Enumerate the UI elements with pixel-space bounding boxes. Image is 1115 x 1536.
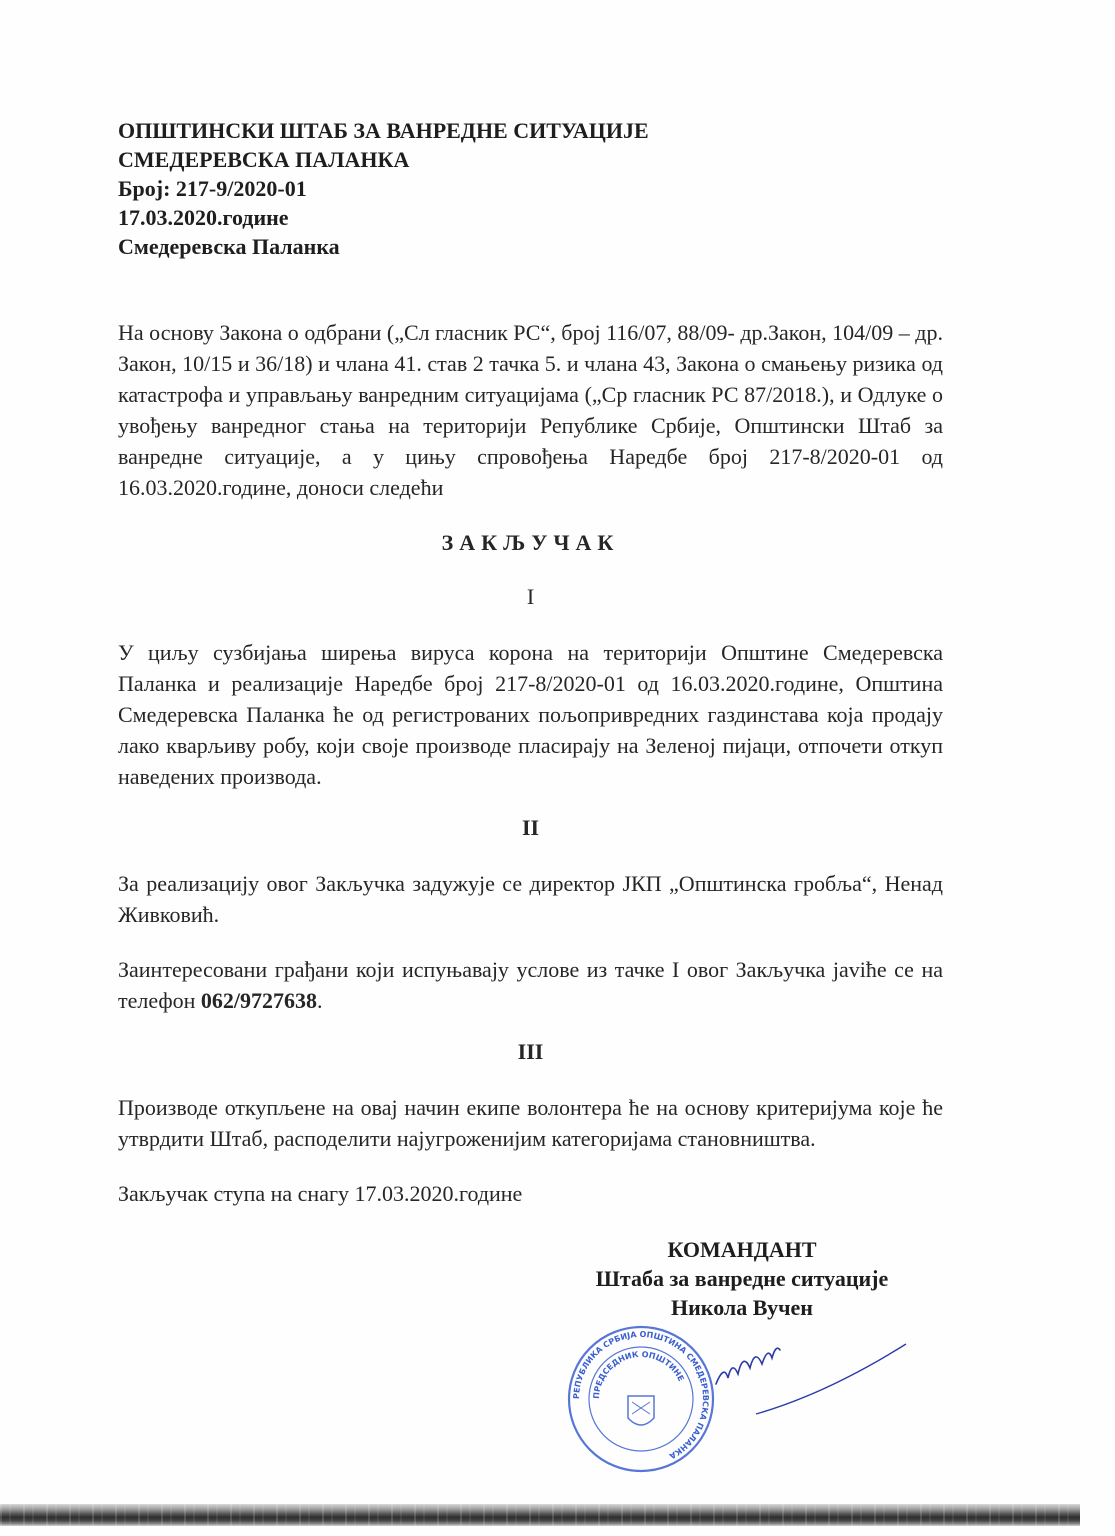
document-header bbox=[118, 116, 943, 261]
header-municipality: СМЕДЕРЕВСКА ПАЛАНКА bbox=[118, 147, 410, 172]
header-date: 17.03.2020.године bbox=[118, 205, 289, 230]
intro-paragraph: На основу Закона о одбрани („Сл гласник РС“, број 116/07, 88/09- др.Закон, 104/09 – др. Закон, 10/15 и 36/18) и члана 41. став 2 тачка 5. и члана 43, Закона о смањењу ризика од катастрофа и управљању ванредним ситуацијама („Ср гласник РС 87/2018.), и Одлуке о увођењу ванредног стања на територији Републике Србије, Општински Штаб за ванредне ситуације, а у цињу спровођења Наредбе број 217-8/2020-01 од 16.03.2020.године, доноси следећи bbox=[118, 320, 943, 500]
contact-text: Заинтересовани грађани који испуњавају услове из тачке I овог Закључка javiће се на телефон bbox=[118, 957, 943, 1013]
section-1-paragraph: У циљу сузбијања ширења вируса корона на територији Општине Смедеревска Паланка и реализације Наредбе број 217-8/2020-01 од 16.03.2020.године, Општина Смедеревска Паланка ће од регистрованих пољопривредних газдинстава која продају лако кварљиву робу, који своје производе пласирају на Зеленој пијаци, отпочети откуп наведених производа. bbox=[118, 640, 943, 789]
stamp-inner-textpath: ПРЕДСЕДНИК ОПШТИНЕ bbox=[591, 1349, 686, 1400]
handwritten-signature bbox=[596, 1324, 926, 1474]
section-numeral-3: III bbox=[517, 1039, 544, 1064]
signature-name: Никола Вучен bbox=[671, 1295, 813, 1320]
header-number: Број: 217-9/2020-01 bbox=[118, 176, 307, 201]
contact-phone: 062/9727638 bbox=[200, 988, 318, 1013]
section-2-contact-paragraph bbox=[118, 954, 943, 1016]
header-place: Смедеревска Паланка bbox=[118, 234, 340, 259]
stamp-and-signature bbox=[566, 1324, 926, 1474]
contact-end: . bbox=[317, 988, 323, 1013]
section-numeral-2: II bbox=[521, 815, 540, 840]
header-organization: ОПШТИНСКИ ШТАБ ЗА ВАНРЕДНЕ СИТУАЦИЈЕ bbox=[118, 118, 649, 143]
scan-edge-artifact bbox=[0, 1504, 1080, 1526]
section-numeral-1: I bbox=[526, 584, 535, 609]
conclusion-title: ЗАКЉУЧАК bbox=[441, 530, 620, 555]
signature-title: КОМАНДАНТ bbox=[667, 1237, 817, 1262]
section-3-paragraph: Производе откупљене на овај начин екипе волонтера ће на основу критеријума које ће утврдити Штаб, расподелити најугроженијим категоријама становништва. bbox=[118, 1095, 943, 1151]
signature-body: Штаба за ванредне ситуације bbox=[595, 1266, 889, 1291]
signature-block bbox=[562, 1235, 922, 1322]
document-body bbox=[118, 116, 943, 1474]
section-2-paragraph: За реализацију овог Закључка задужује се директор ЈКП „Општинска гробља“, Ненад Живковић. bbox=[118, 871, 943, 927]
effective-date-paragraph: Закључак ступа на снагу 17.03.2020.године bbox=[118, 1181, 523, 1206]
stamp-outer-textpath: РЕПУБЛИКА СРБИЈА ОПШТИНА СМЕДЕРЕВСКА ПАЛАНКА bbox=[571, 1329, 711, 1461]
